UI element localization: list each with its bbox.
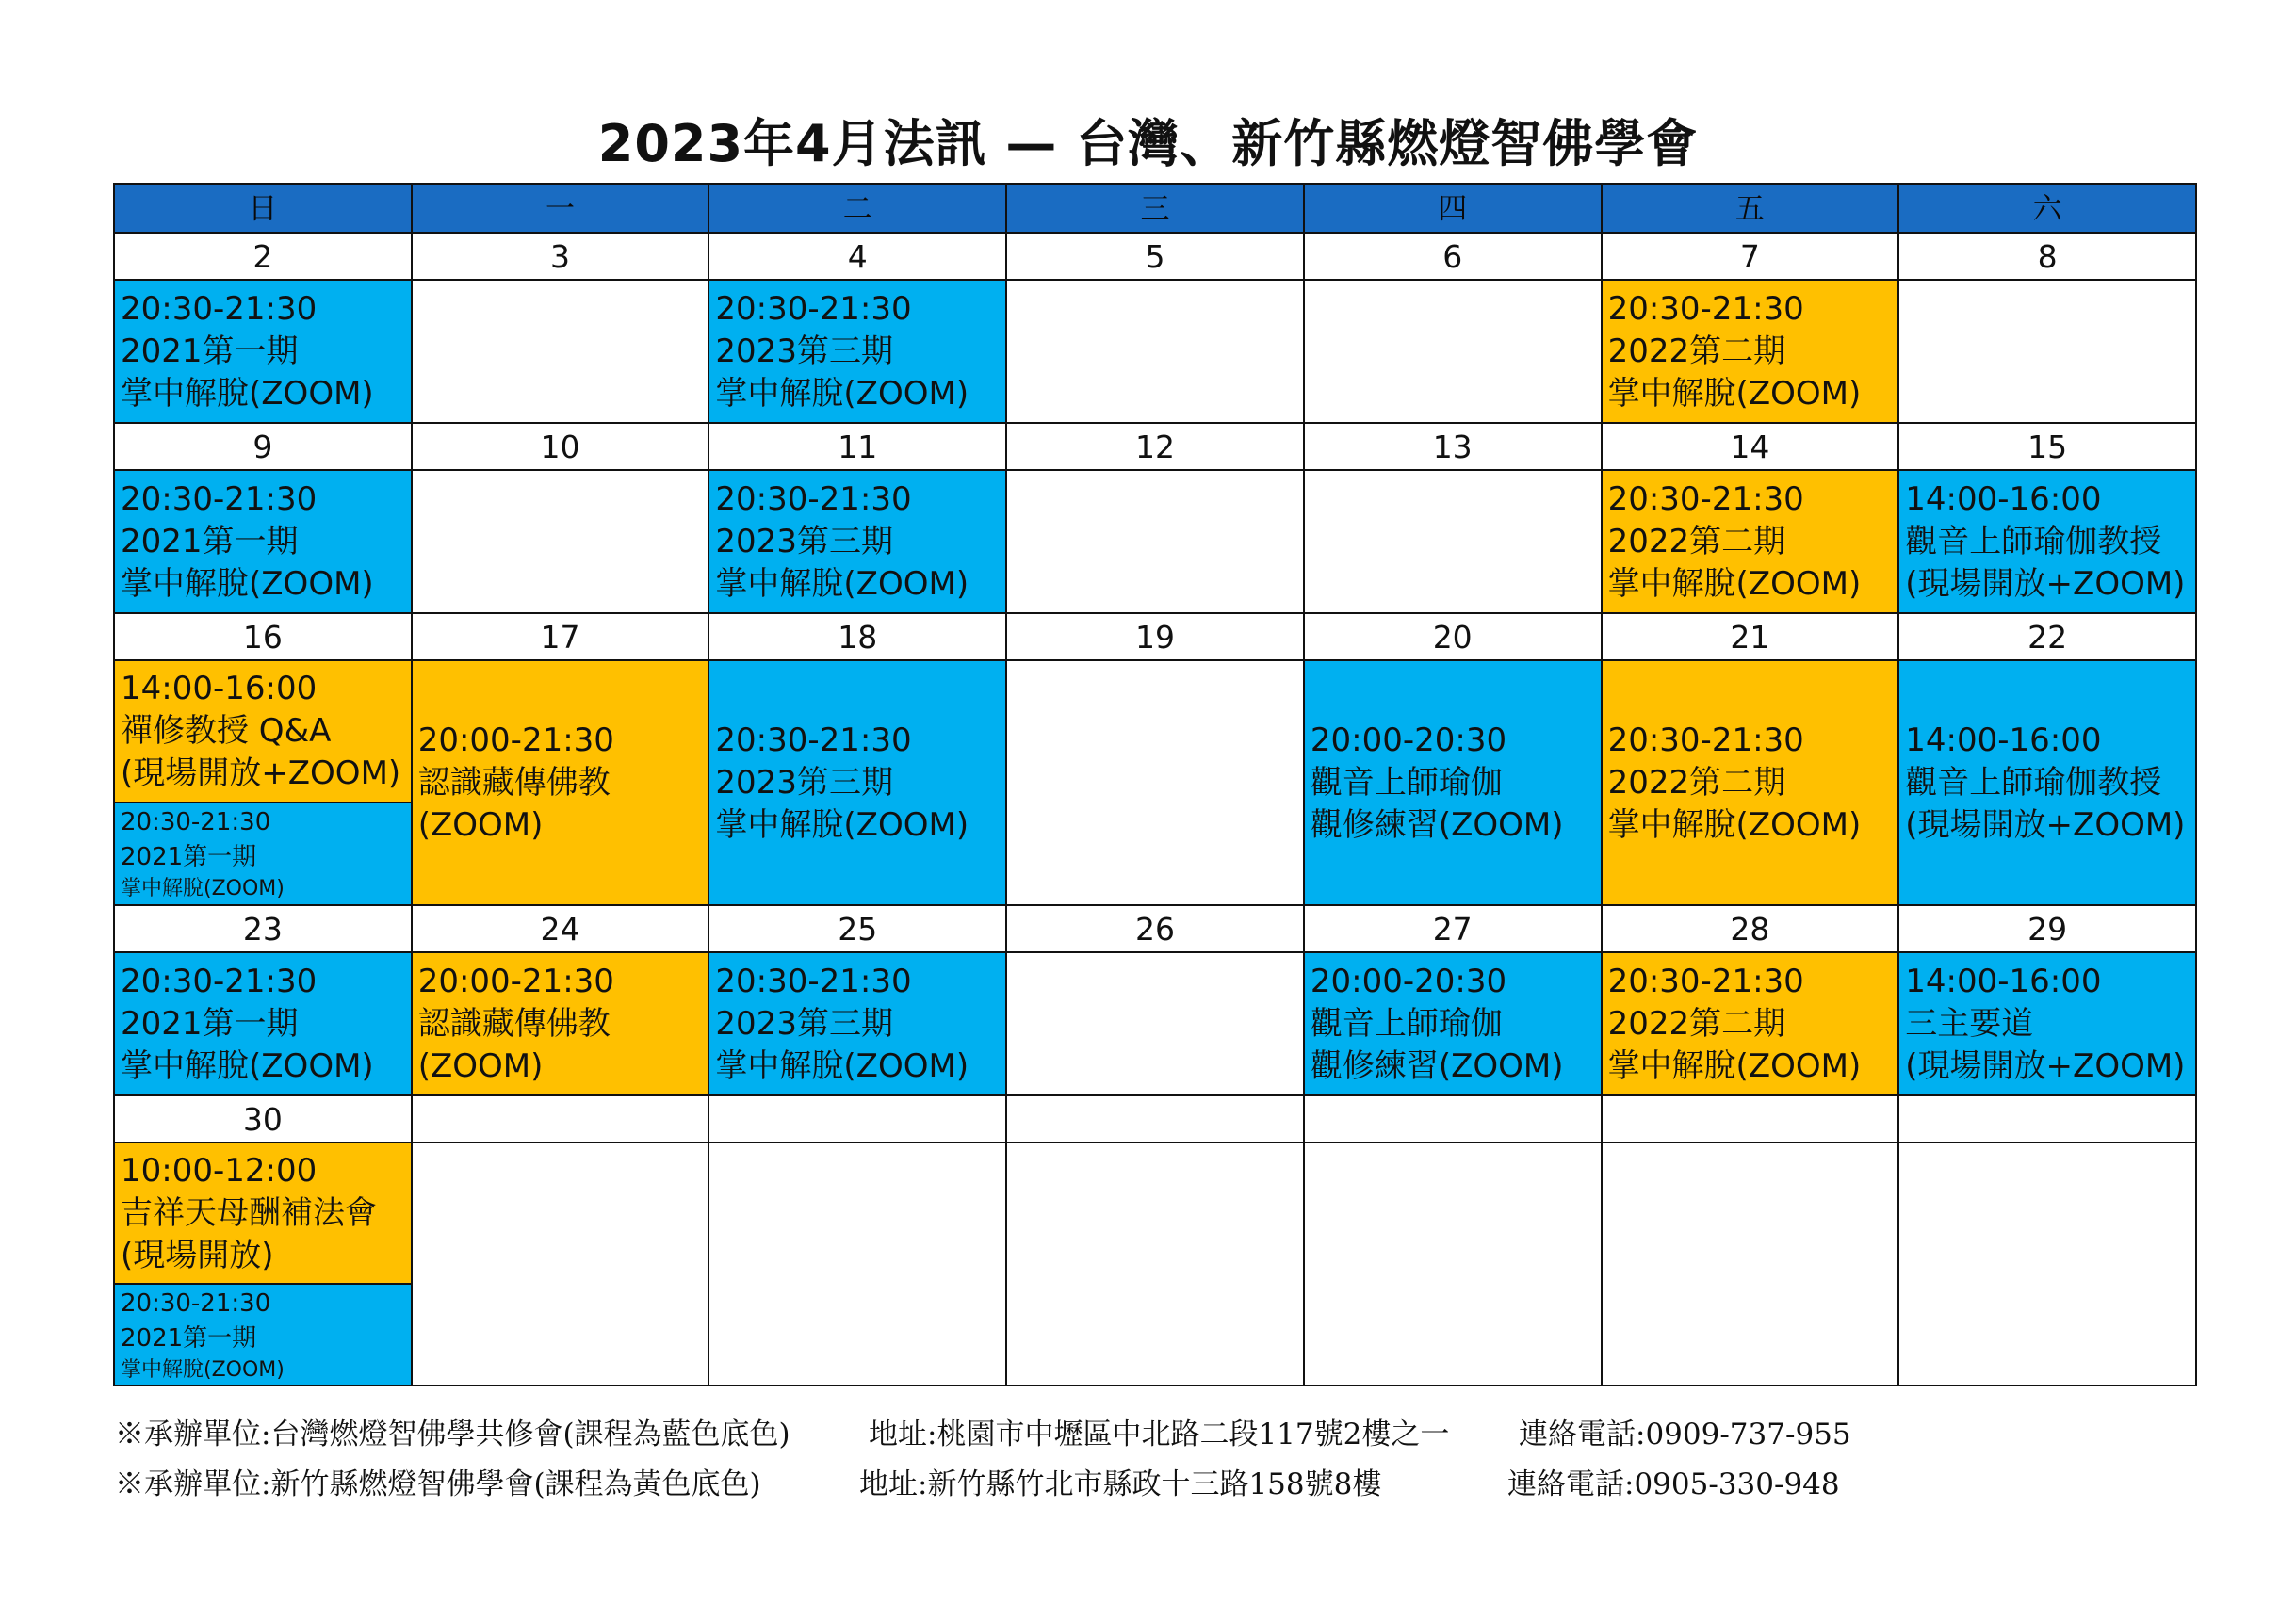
event-block <box>1601 951 1900 1096</box>
event-block <box>1303 659 1603 906</box>
event-block <box>708 659 1007 906</box>
day-cell <box>1303 1142 1603 1386</box>
event-block <box>113 1283 413 1386</box>
day-number: 7 <box>1601 232 1900 281</box>
day-number: 18 <box>708 612 1007 661</box>
day-number <box>708 1094 1007 1143</box>
event-line: 掌中解脫(ZOOM) <box>1607 805 1862 844</box>
event-line: 14:00-16:00 <box>1905 479 2102 518</box>
event-line: 2021第一期 <box>121 843 257 871</box>
event-block <box>411 659 710 906</box>
event-line: 14:00-16:00 <box>1905 962 2102 1000</box>
day-number <box>1303 1094 1603 1143</box>
event-line: 掌中解脫(ZOOM) <box>121 564 374 603</box>
event-line: (現場開放+ZOOM) <box>1905 564 2186 603</box>
event-block <box>113 469 413 614</box>
event-line: 掌中解脫(ZOOM) <box>715 374 969 413</box>
day-number: 12 <box>1005 422 1305 471</box>
day-number: 30 <box>113 1094 413 1143</box>
day-cell <box>411 279 710 424</box>
day-number: 4 <box>708 232 1007 281</box>
event-line: 2023第三期 <box>715 332 893 370</box>
event-line: 認識藏傳佛教 <box>417 763 611 802</box>
day-cell <box>1005 951 1305 1096</box>
event-block <box>1601 469 1900 614</box>
day-number: 28 <box>1601 904 1900 953</box>
weekday-header: 五 <box>1601 183 1900 234</box>
footer-phone: 連絡電話:0905-330-948 <box>1507 1467 1840 1501</box>
event-line: 20:30-21:30 <box>121 962 318 1000</box>
event-block <box>1303 951 1603 1096</box>
event-line: 掌中解脫(ZOOM) <box>121 1358 285 1382</box>
event-line: 2021第一期 <box>121 1324 257 1353</box>
event-block <box>1601 279 1900 424</box>
event-line: 觀修練習(ZOOM) <box>1310 805 1564 844</box>
day-number <box>1601 1094 1900 1143</box>
event-line: 觀修練習(ZOOM) <box>1310 1046 1564 1085</box>
event-line: 禪修教授 Q&A <box>121 712 332 750</box>
event-block <box>708 279 1007 424</box>
event-block <box>113 1142 413 1285</box>
event-line: 2023第三期 <box>715 1004 893 1043</box>
page-title: 2023年4月法訊 — 台灣、新竹縣燃燈智佛學會 <box>597 114 1699 173</box>
calendar-grid <box>113 183 2195 1398</box>
event-line: 掌中解脫(ZOOM) <box>121 374 374 413</box>
day-number: 22 <box>1897 612 2197 661</box>
day-number: 17 <box>411 612 710 661</box>
event-block <box>1601 659 1900 906</box>
event-block <box>113 951 413 1096</box>
day-cell <box>1005 659 1305 906</box>
event-line: 認識藏傳佛教 <box>417 1004 611 1043</box>
day-number: 27 <box>1303 904 1603 953</box>
day-cell <box>708 1142 1007 1386</box>
event-line: (ZOOM) <box>417 805 544 844</box>
event-line: (現場開放+ZOOM) <box>121 754 401 792</box>
day-cell <box>1303 469 1603 614</box>
event-line: 20:00-21:30 <box>417 962 614 1000</box>
event-line: 20:00-21:30 <box>417 721 614 759</box>
event-line: 20:00-20:30 <box>1310 721 1507 759</box>
event-line: (ZOOM) <box>417 1046 544 1085</box>
day-number: 15 <box>1897 422 2197 471</box>
footer-org: ※承辦單位:新竹縣燃燈智佛學會(課程為黃色底色) <box>115 1467 761 1501</box>
day-number: 11 <box>708 422 1007 471</box>
day-number <box>1005 1094 1305 1143</box>
weekday-header: 六 <box>1897 183 2197 234</box>
event-line: 觀音上師瑜伽 <box>1310 1004 1503 1043</box>
day-number: 16 <box>113 612 413 661</box>
event-line: 2023第三期 <box>715 763 893 802</box>
event-line: 2021第一期 <box>121 332 299 370</box>
event-line: (現場開放+ZOOM) <box>1905 805 2186 844</box>
event-line: 20:30-21:30 <box>1607 962 1804 1000</box>
day-number: 5 <box>1005 232 1305 281</box>
event-line: 2022第二期 <box>1607 522 1786 560</box>
day-number: 9 <box>113 422 413 471</box>
day-cell <box>1601 1142 1900 1386</box>
event-line: 觀音上師瑜伽教授 <box>1905 522 2162 560</box>
day-cell <box>1897 1142 2197 1386</box>
day-number: 25 <box>708 904 1007 953</box>
event-line: 20:30-21:30 <box>715 289 912 328</box>
event-line: 20:00-20:30 <box>1310 962 1507 1000</box>
event-block <box>113 802 413 906</box>
event-line: 掌中解脫(ZOOM) <box>121 1046 374 1085</box>
event-block <box>411 951 710 1096</box>
event-line: 掌中解脫(ZOOM) <box>715 1046 969 1085</box>
day-cell <box>1897 279 2197 424</box>
day-number <box>411 1094 710 1143</box>
event-line: 吉祥天母酬補法會 <box>121 1193 377 1232</box>
weekday-header: 二 <box>708 183 1007 234</box>
event-block <box>113 279 413 424</box>
day-number: 13 <box>1303 422 1603 471</box>
day-number: 10 <box>411 422 710 471</box>
weekday-header: 一 <box>411 183 710 234</box>
event-line: 20:30-21:30 <box>121 289 318 328</box>
weekday-header: 日 <box>113 183 413 234</box>
event-line: 20:30-21:30 <box>715 721 912 759</box>
day-cell <box>1303 279 1603 424</box>
event-line: 三主要道 <box>1905 1004 2034 1043</box>
event-block <box>1897 951 2197 1096</box>
event-line: 2022第二期 <box>1607 332 1786 370</box>
footer-address: 地址:新竹縣竹北市縣政十三路158號8樓 <box>859 1467 1382 1501</box>
event-line: 2021第一期 <box>121 1004 299 1043</box>
event-line: 掌中解脫(ZOOM) <box>1607 564 1862 603</box>
day-number: 23 <box>113 904 413 953</box>
day-cell <box>1005 279 1305 424</box>
event-line: 掌中解脫(ZOOM) <box>121 877 285 900</box>
event-line: 10:00-12:00 <box>121 1151 318 1190</box>
event-line: 2021第一期 <box>121 522 299 560</box>
event-block <box>1897 469 2197 614</box>
day-cell <box>411 469 710 614</box>
day-cell <box>411 1142 710 1386</box>
day-cell <box>1005 469 1305 614</box>
event-block <box>113 659 413 803</box>
day-number: 21 <box>1601 612 1900 661</box>
day-number <box>1897 1094 2197 1143</box>
event-line: 20:30-21:30 <box>121 1289 271 1318</box>
day-number: 19 <box>1005 612 1305 661</box>
day-number: 29 <box>1897 904 2197 953</box>
day-number: 8 <box>1897 232 2197 281</box>
footer-address: 地址:桃園市中壢區中北路二段117號2樓之一 <box>869 1418 1450 1451</box>
event-line: 2022第二期 <box>1607 763 1786 802</box>
weekday-header: 四 <box>1303 183 1603 234</box>
event-line: (現場開放) <box>121 1236 274 1274</box>
event-block <box>708 951 1007 1096</box>
day-number: 20 <box>1303 612 1603 661</box>
event-line: 20:30-21:30 <box>121 479 318 518</box>
event-line: 觀音上師瑜伽教授 <box>1905 763 2162 802</box>
event-line: 20:30-21:30 <box>1607 289 1804 328</box>
day-cell <box>1005 1142 1305 1386</box>
event-line: 14:00-16:00 <box>1905 721 2102 759</box>
event-line: 2023第三期 <box>715 522 893 560</box>
event-line: (現場開放+ZOOM) <box>1905 1046 2186 1085</box>
day-number: 3 <box>411 232 710 281</box>
event-line: 2022第二期 <box>1607 1004 1786 1043</box>
event-line: 掌中解脫(ZOOM) <box>1607 1046 1862 1085</box>
day-number: 24 <box>411 904 710 953</box>
event-line: 觀音上師瑜伽 <box>1310 763 1503 802</box>
event-line: 掌中解脫(ZOOM) <box>715 805 969 844</box>
event-line: 掌中解脫(ZOOM) <box>715 564 969 603</box>
day-number: 14 <box>1601 422 1900 471</box>
event-line: 20:30-21:30 <box>715 962 912 1000</box>
event-line: 14:00-16:00 <box>121 670 318 707</box>
event-line: 20:30-21:30 <box>1607 479 1804 518</box>
event-block <box>1897 659 2197 906</box>
day-number: 6 <box>1303 232 1603 281</box>
event-block <box>708 469 1007 614</box>
event-line: 掌中解脫(ZOOM) <box>1607 374 1862 413</box>
event-line: 20:30-21:30 <box>715 479 912 518</box>
weekday-header: 三 <box>1005 183 1305 234</box>
day-number: 2 <box>113 232 413 281</box>
footer-org: ※承辦單位:台灣燃燈智佛學共修會(課程為藍色底色) <box>115 1418 790 1451</box>
event-line: 20:30-21:30 <box>1607 721 1804 759</box>
day-number: 26 <box>1005 904 1305 953</box>
event-line: 20:30-21:30 <box>121 808 271 836</box>
footer-phone: 連絡電話:0909-737-955 <box>1519 1418 1851 1451</box>
